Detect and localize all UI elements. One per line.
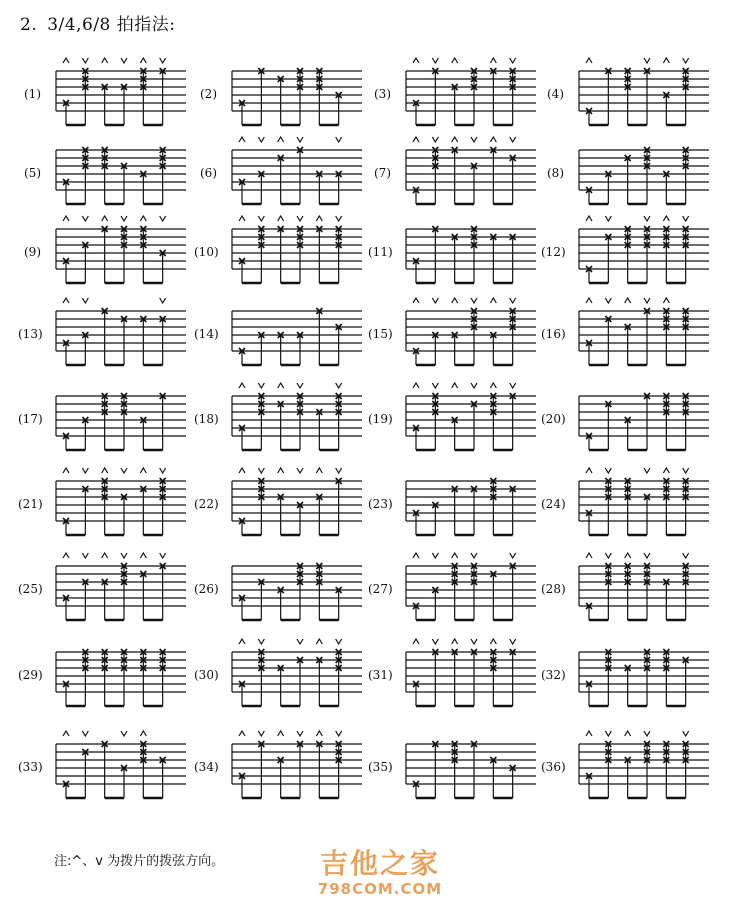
strum-up-mark	[452, 553, 458, 558]
strum-up-mark	[586, 58, 592, 63]
section-title: 3/4,6/8 拍指法:	[47, 15, 176, 35]
pattern-label: (8)	[547, 166, 564, 180]
strum-up-mark	[102, 468, 108, 473]
strum-down-mark	[605, 298, 611, 303]
strum-down-mark	[82, 216, 88, 221]
watermark-main: 吉他之家	[319, 847, 440, 880]
pattern-label: (34)	[194, 760, 219, 774]
pattern-label: (21)	[18, 497, 43, 511]
strum-up-mark	[278, 731, 284, 736]
strum-down-mark	[644, 216, 650, 221]
strum-down-mark	[258, 137, 264, 142]
pattern-cell	[10, 465, 190, 561]
pattern-label: (9)	[24, 245, 41, 259]
pattern-label: (18)	[194, 412, 219, 426]
strum-down-mark	[297, 137, 303, 142]
pattern-label: (13)	[18, 327, 43, 341]
strum-up-mark	[140, 216, 146, 221]
strum-down-mark	[121, 468, 127, 473]
strum-up-mark	[63, 216, 69, 221]
strum-down-mark	[297, 383, 303, 388]
tab-staff	[533, 295, 713, 391]
strum-down-mark	[471, 383, 477, 388]
strum-down-mark	[471, 639, 477, 644]
strum-up-mark	[102, 553, 108, 558]
section-number: 2.	[20, 15, 38, 35]
strum-up-mark	[490, 58, 496, 63]
pattern-cell	[10, 728, 190, 824]
strum-down-mark	[160, 553, 166, 558]
strum-down-mark	[82, 553, 88, 558]
strum-up-mark	[316, 731, 322, 736]
strum-up-mark	[490, 298, 496, 303]
pattern-label: (32)	[541, 668, 566, 682]
pattern-label: (20)	[541, 412, 566, 426]
pattern-label: (25)	[18, 582, 43, 596]
strum-up-mark	[413, 298, 419, 303]
strum-down-mark	[510, 58, 516, 63]
pattern-cell	[10, 636, 190, 732]
strum-down-mark	[644, 298, 650, 303]
pattern-label: (2)	[200, 87, 217, 101]
strum-down-mark	[471, 137, 477, 142]
strum-down-mark	[683, 468, 689, 473]
strum-down-mark	[297, 216, 303, 221]
pattern-label: (31)	[368, 668, 393, 682]
strum-up-mark	[413, 553, 419, 558]
tab-staff	[360, 295, 540, 391]
pattern-cell	[533, 636, 713, 732]
strum-down-mark	[121, 58, 127, 63]
pattern-cell	[10, 550, 190, 646]
pattern-label: (29)	[18, 668, 43, 682]
tab-staff	[10, 295, 190, 391]
strum-down-mark	[644, 468, 650, 473]
strum-down-mark	[297, 468, 303, 473]
tab-staff	[10, 550, 190, 646]
strum-up-mark	[140, 553, 146, 558]
tab-staff	[533, 550, 713, 646]
tab-staff	[533, 380, 713, 476]
strum-down-mark	[82, 468, 88, 473]
strum-down-mark	[471, 553, 477, 558]
pattern-cell	[186, 728, 366, 824]
pattern-label: (6)	[200, 166, 217, 180]
strum-up-mark	[63, 58, 69, 63]
pattern-cell	[360, 728, 540, 824]
pattern-cell	[10, 380, 190, 476]
watermark-sub: 798COM.COM	[317, 880, 443, 898]
pattern-cell	[360, 380, 540, 476]
pattern-label: (28)	[541, 582, 566, 596]
pattern-label: (23)	[368, 497, 393, 511]
strum-up-mark	[663, 298, 669, 303]
strum-up-mark	[452, 58, 458, 63]
strum-up-mark	[452, 137, 458, 142]
strum-up-mark	[239, 137, 245, 142]
strum-up-mark	[239, 216, 245, 221]
strum-up-mark	[663, 216, 669, 221]
tab-staff	[10, 728, 190, 824]
pattern-cell	[533, 295, 713, 391]
tab-staff	[360, 465, 540, 561]
pattern-label: (30)	[194, 668, 219, 682]
strum-up-mark	[663, 468, 669, 473]
tab-staff	[360, 550, 540, 646]
strum-down-mark	[121, 553, 127, 558]
pattern-cell	[360, 295, 540, 391]
strum-down-mark	[683, 731, 689, 736]
pattern-label: (5)	[24, 166, 41, 180]
strum-up-mark	[239, 468, 245, 473]
strum-up-mark	[278, 383, 284, 388]
strum-down-mark	[258, 731, 264, 736]
strum-up-mark	[63, 468, 69, 473]
strum-up-mark	[452, 298, 458, 303]
strum-up-mark	[316, 468, 322, 473]
tab-staff	[533, 728, 713, 824]
strum-up-mark	[102, 216, 108, 221]
strum-down-mark	[683, 58, 689, 63]
strum-up-mark	[63, 731, 69, 736]
strum-down-mark	[683, 553, 689, 558]
pattern-cell	[533, 465, 713, 561]
strum-down-mark	[336, 216, 342, 221]
pattern-cell	[186, 636, 366, 732]
tab-staff	[186, 465, 366, 561]
strum-down-mark	[510, 553, 516, 558]
strum-down-mark	[82, 731, 88, 736]
strum-up-mark	[490, 137, 496, 142]
strum-up-mark	[413, 137, 419, 142]
pattern-label: (11)	[368, 245, 393, 259]
strum-up-mark	[140, 58, 146, 63]
pattern-label: (3)	[374, 87, 391, 101]
pattern-label: (33)	[18, 760, 43, 774]
strum-down-mark	[605, 468, 611, 473]
strum-down-mark	[683, 216, 689, 221]
pattern-label: (12)	[541, 245, 566, 259]
strum-down-mark	[258, 468, 264, 473]
strum-down-mark	[510, 137, 516, 142]
strum-up-mark	[239, 731, 245, 736]
pattern-cell	[186, 550, 366, 646]
tab-staff	[186, 636, 366, 732]
pattern-cell	[10, 295, 190, 391]
pattern-label: (16)	[541, 327, 566, 341]
pattern-cell	[360, 636, 540, 732]
pattern-cell	[360, 465, 540, 561]
strum-up-mark	[239, 639, 245, 644]
pattern-label: (14)	[194, 327, 219, 341]
tab-staff	[186, 295, 366, 391]
strum-down-mark	[605, 731, 611, 736]
pattern-cell	[533, 380, 713, 476]
tab-staff	[186, 380, 366, 476]
strum-down-mark	[160, 58, 166, 63]
strum-up-mark	[490, 383, 496, 388]
strum-up-mark	[316, 639, 322, 644]
strum-down-mark	[432, 58, 438, 63]
strum-down-mark	[336, 731, 342, 736]
tab-staff	[10, 636, 190, 732]
strum-up-mark	[278, 216, 284, 221]
strum-up-mark	[586, 553, 592, 558]
tab-staff	[186, 728, 366, 824]
strum-down-mark	[432, 553, 438, 558]
strum-up-mark	[278, 468, 284, 473]
strum-down-mark	[160, 468, 166, 473]
strum-up-mark	[452, 383, 458, 388]
pattern-label: (19)	[368, 412, 393, 426]
pattern-label: (4)	[547, 87, 564, 101]
pattern-cell	[186, 465, 366, 561]
pattern-label: (7)	[374, 166, 391, 180]
strum-up-mark	[413, 58, 419, 63]
strum-down-mark	[258, 383, 264, 388]
strum-down-mark	[605, 216, 611, 221]
strum-up-mark	[663, 58, 669, 63]
strum-up-mark	[63, 298, 69, 303]
strum-up-mark	[490, 639, 496, 644]
strum-down-mark	[297, 731, 303, 736]
strum-down-mark	[644, 58, 650, 63]
strum-down-mark	[82, 58, 88, 63]
strum-up-mark	[586, 216, 592, 221]
strum-down-mark	[336, 639, 342, 644]
strum-down-mark	[297, 639, 303, 644]
strum-up-mark	[239, 383, 245, 388]
strum-down-mark	[121, 216, 127, 221]
pattern-label: (36)	[541, 760, 566, 774]
strum-up-mark	[586, 731, 592, 736]
strum-down-mark	[644, 553, 650, 558]
pattern-cell	[533, 728, 713, 824]
strum-down-mark	[432, 137, 438, 142]
tab-staff	[360, 380, 540, 476]
strum-down-mark	[432, 298, 438, 303]
strum-down-mark	[471, 298, 477, 303]
strum-down-mark	[605, 553, 611, 558]
tab-staff	[360, 636, 540, 732]
pattern-label: (15)	[368, 327, 393, 341]
pattern-label: (17)	[18, 412, 43, 426]
strum-down-mark	[644, 731, 650, 736]
tab-staff	[186, 550, 366, 646]
pattern-cell	[533, 550, 713, 646]
strum-up-mark	[625, 298, 631, 303]
strum-up-mark	[586, 298, 592, 303]
strum-down-mark	[336, 137, 342, 142]
tab-staff	[360, 728, 540, 824]
strum-up-mark	[140, 468, 146, 473]
pattern-label: (1)	[24, 87, 41, 101]
strum-down-mark	[510, 639, 516, 644]
strum-down-mark	[336, 468, 342, 473]
strum-up-mark	[316, 216, 322, 221]
tab-staff	[533, 465, 713, 561]
strum-up-mark	[452, 639, 458, 644]
footnote: 注:^、v 为拨片的拨弦方向。	[54, 854, 225, 869]
strum-down-mark	[258, 639, 264, 644]
strum-up-mark	[102, 58, 108, 63]
pattern-label: (22)	[194, 497, 219, 511]
strum-down-mark	[432, 383, 438, 388]
strum-up-mark	[586, 468, 592, 473]
pattern-label: (26)	[194, 582, 219, 596]
tab-staff	[10, 465, 190, 561]
strum-down-mark	[82, 298, 88, 303]
pattern-cell	[186, 380, 366, 476]
pattern-label: (27)	[368, 582, 393, 596]
watermark-logo	[300, 842, 460, 898]
strum-down-mark	[258, 216, 264, 221]
pattern-cell	[186, 295, 366, 391]
pattern-label: (10)	[194, 245, 219, 259]
pattern-cell	[360, 550, 540, 646]
strum-down-mark	[432, 639, 438, 644]
pattern-label: (24)	[541, 497, 566, 511]
strum-up-mark	[625, 553, 631, 558]
strum-up-mark	[625, 731, 631, 736]
tab-staff	[10, 380, 190, 476]
pattern-label: (35)	[368, 760, 393, 774]
strum-up-mark	[278, 137, 284, 142]
strum-down-mark	[160, 298, 166, 303]
strum-up-mark	[140, 731, 146, 736]
strum-up-mark	[413, 383, 419, 388]
strum-down-mark	[510, 383, 516, 388]
strum-up-mark	[413, 639, 419, 644]
strum-up-mark	[63, 553, 69, 558]
strum-down-mark	[336, 383, 342, 388]
strum-down-mark	[121, 731, 127, 736]
strum-down-mark	[510, 298, 516, 303]
strum-down-mark	[160, 216, 166, 221]
tab-staff	[533, 636, 713, 732]
